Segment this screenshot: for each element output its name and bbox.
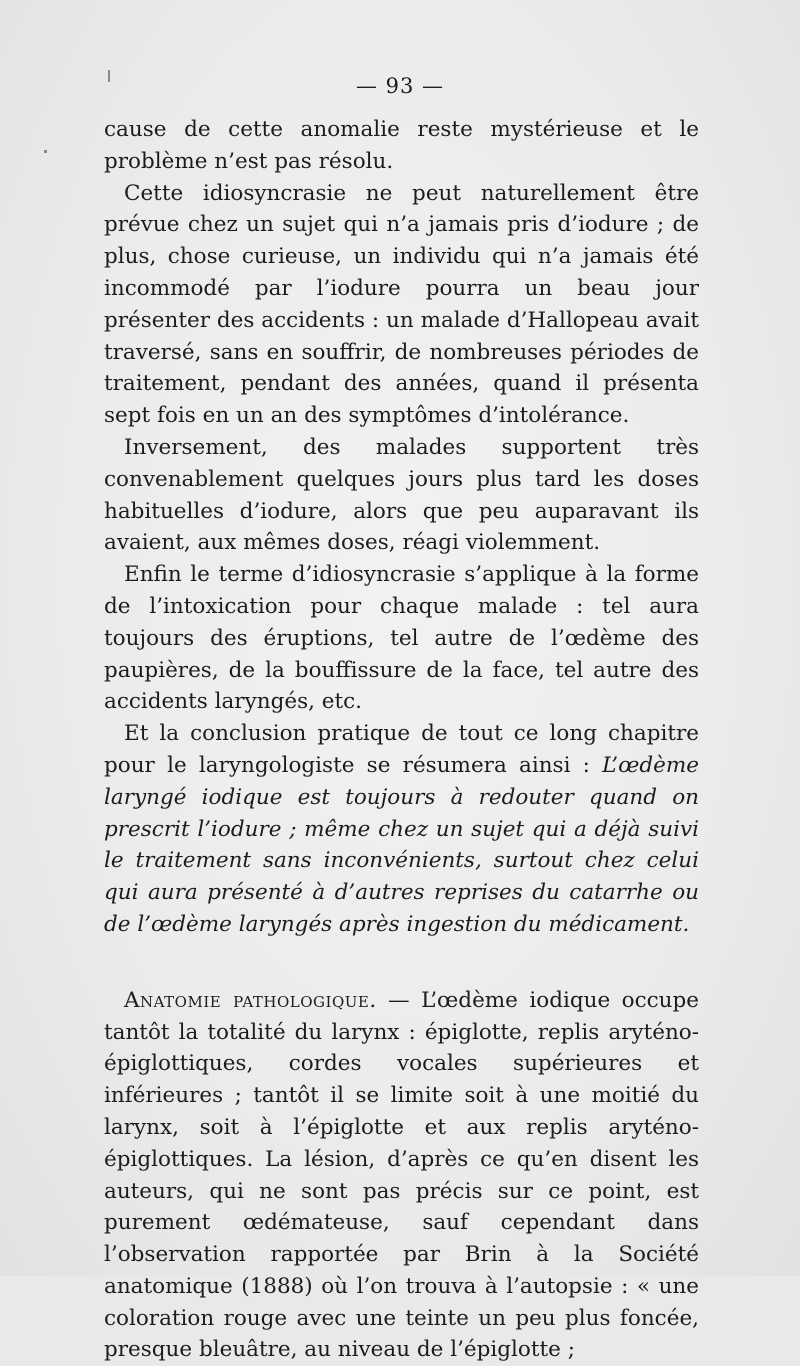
paragraph-anatomy	[104, 985, 699, 1366]
page-number: — 93 —	[355, 74, 445, 98]
paragraph: Inversement, des malades supportent très convenablement quelques jours plus tard les doses habituelles d’iodure, alors que peu auparavant ils avaient, aux mêmes doses, réagi violemment.	[104, 434, 699, 556]
section-spacer	[104, 941, 699, 985]
paragraph: Enfin le terme d’idiosyncrasie s’applique à la forme de l’intoxication pour chaque malade : tel aura toujours des éruptions, tel autre de l’œdème des paupières, de la bouffissure de la face, tel autre des accidents laryngés, etc.	[104, 562, 699, 715]
paragraph: cause de cette anomalie reste mystérieuse et le problème n’est pas résolu.	[104, 117, 699, 174]
margin-mark	[44, 150, 47, 153]
paragraph-conclusion	[104, 718, 699, 941]
body-text	[104, 114, 699, 1366]
conclusion-italic: L’œdème laryngé iodique est toujours à redouter quand on prescrit l’iodure ; même chez un sujet qui a déjà suivi le traitement sans inconvénients, surtout chez celui qui aura présenté à d’autres reprises du catarrhe ou de l’œdème laryngés après ingestion du médicament.	[104, 752, 699, 937]
paragraph: Cette idiosyncrasie ne peut naturellement être prévue chez un sujet qui n’a jamais pris d’iodure ; de plus, chose curieuse, un individu qui n’a jamais été incommodé par l’iodure pourra un beau jour présenter des accidents : un malade d’Hallopeau avait traversé, sans en souffrir, de nombreuses périodes de traitement, pendant des années, quand il présenta sept fois en un an des symptômes d’intolérance.	[104, 180, 699, 429]
conclusion-intro: Et la conclusion pratique de tout ce long chapitre pour le laryngologiste se résumera ainsi :	[104, 721, 699, 778]
section-heading: Anatomie pathologique.	[124, 987, 377, 1013]
anatomy-text: — L’œdème iodique occupe tantôt la totalité du larynx : épiglotte, replis aryténo-épiglottiques, cordes vocales supérieures et inférieures ; tantôt il se limite soit à une moitié du larynx, soit à l’épiglotte et aux replis aryténo-épiglottiques. La lésion, d’après ce qu’en disent les auteurs, qui ne sont pas précis sur ce point, est purement œdémateuse, sauf cependant dans l’observation rapportée par Brin à la Société anatomique (1888) où l’on trouva à l’autopsie : « une coloration rouge avec une teinte un peu plus foncée, presque bleuâtre, au niveau de l’épiglotte ;	[104, 987, 699, 1363]
